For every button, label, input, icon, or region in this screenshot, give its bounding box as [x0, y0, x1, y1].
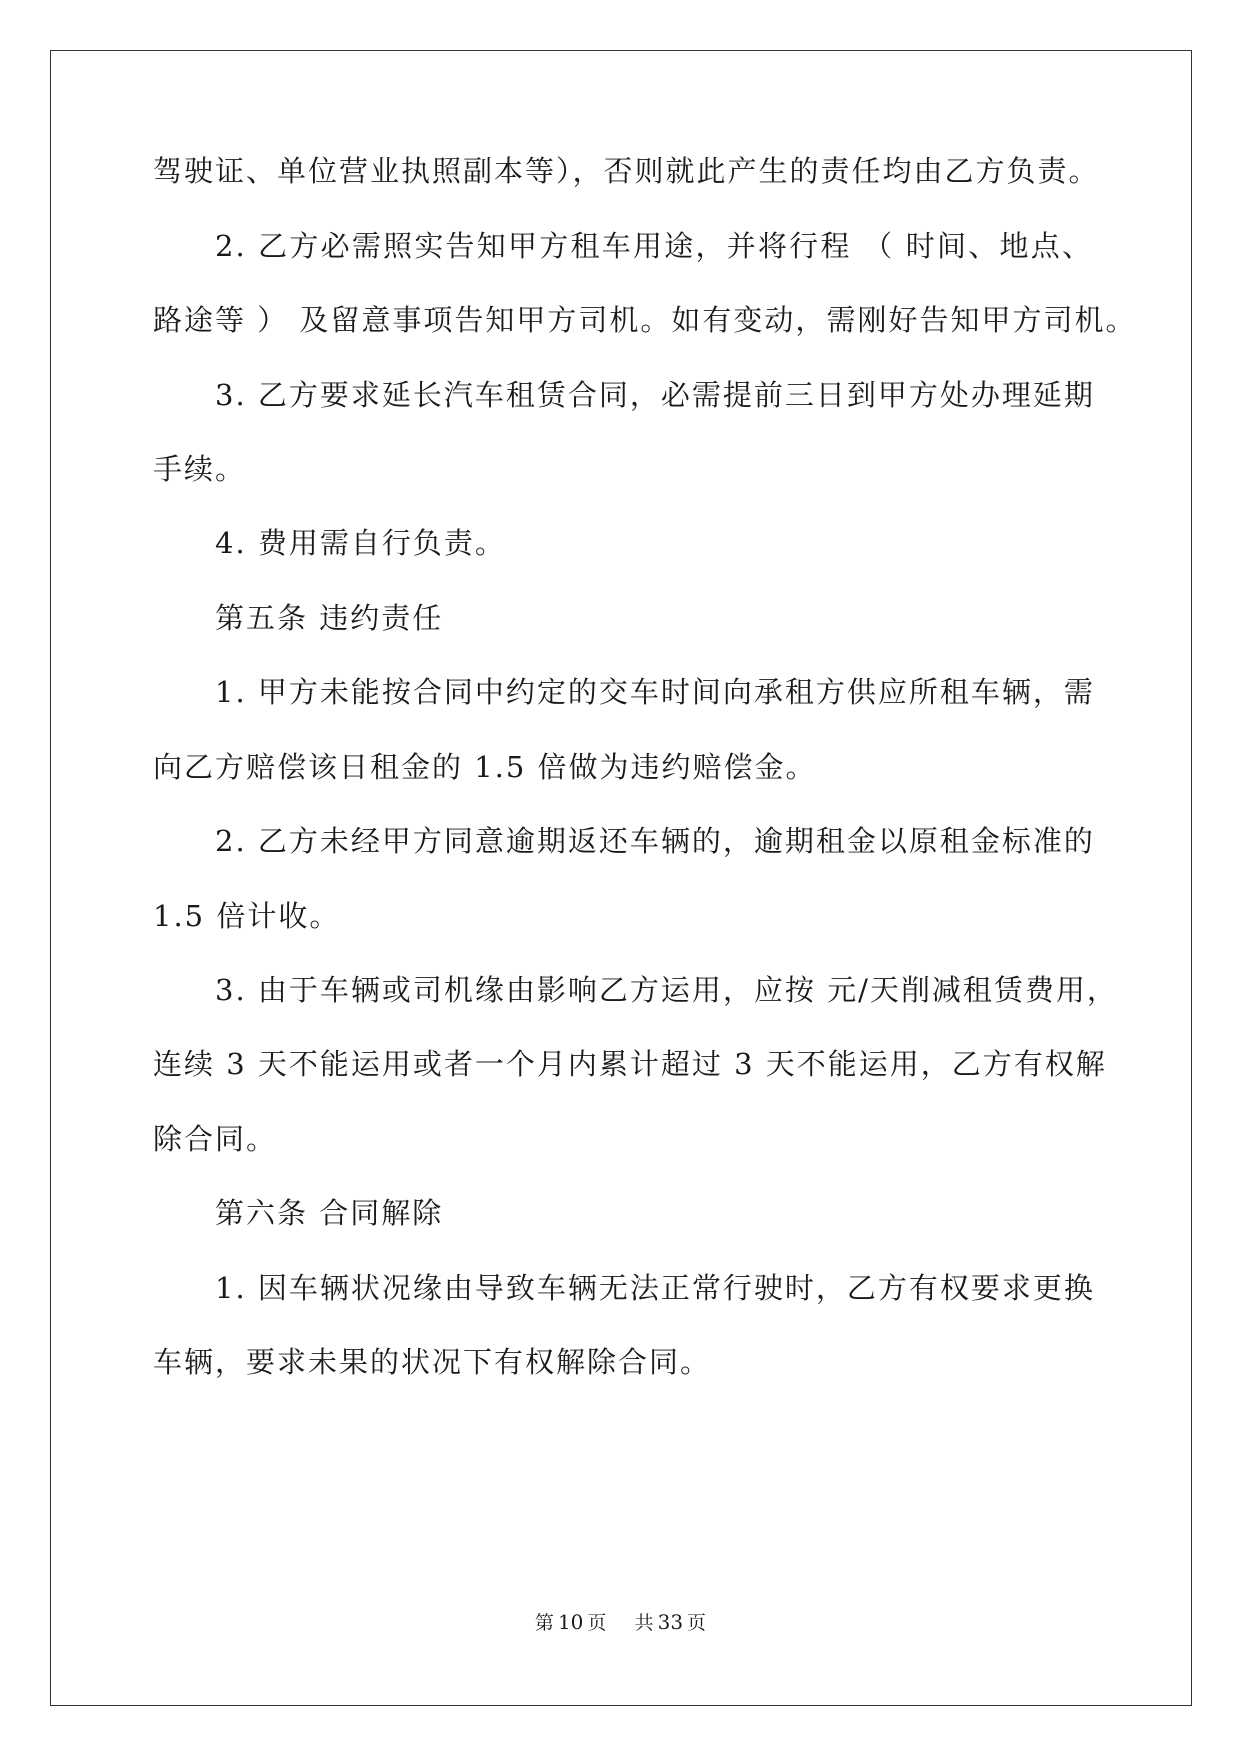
text-line: 3. 由于车辆或司机缘由影响乙方运用，应按 元/天削减租赁费用， [215, 973, 1118, 1007]
text-line: 向乙方赔偿该日租金的 1.5 倍做为违约赔偿金。 [153, 750, 817, 784]
text-line: 4. 费用需自行负责。 [215, 526, 506, 560]
text-line: 车辆，要求未果的状况下有权解除合同。 [153, 1345, 712, 1379]
page-label-prefix: 第 [534, 1612, 554, 1634]
text-line: 2. 乙方必需照实告知甲方租车用途，并将行程 （ 时间、地点、 [215, 229, 1093, 263]
page-label-suffix: 页 [587, 1612, 607, 1634]
section-heading: 第六条 合同解除 [215, 1196, 444, 1230]
text-line: 除合同。 [153, 1122, 278, 1156]
text-line: 手续。 [153, 452, 247, 486]
text-line: 路途等 ） 及留意事项告知甲方司机。如有变动，需刚好告知甲方司机。 [153, 303, 1137, 337]
text-line: 连续 3 天不能运用或者一个月内累计超过 3 天不能运用，乙方有权解 [153, 1047, 1107, 1081]
text-line: 2. 乙方未经甲方同意逾期返还车辆的，逾期租金以原租金标准的 [215, 824, 1095, 858]
text-line: 3. 乙方要求延长汽车租赁合同，必需提前三日到甲方处办理延期 [215, 378, 1095, 412]
text-line: 1.5 倍计收。 [153, 899, 341, 933]
text-line: 1. 因车辆状况缘由导致车辆无法正常行驶时，乙方有权要求更换 [215, 1271, 1095, 1305]
page-number: 10 [557, 1610, 584, 1634]
total-label-suffix: 页 [687, 1612, 707, 1634]
text-line: 1. 甲方未能按合同中约定的交车时间向承租方供应所租车辆，需 [215, 675, 1095, 709]
total-label-prefix: 共 [634, 1612, 654, 1634]
page-footer [0, 1610, 1241, 1635]
section-heading: 第五条 违约责任 [215, 601, 444, 635]
page-border [50, 50, 1192, 1706]
total-pages: 33 [657, 1610, 684, 1634]
text-line: 驾驶证、单位营业执照副本等），否则就此产生的责任均由乙方负责。 [153, 154, 1100, 188]
